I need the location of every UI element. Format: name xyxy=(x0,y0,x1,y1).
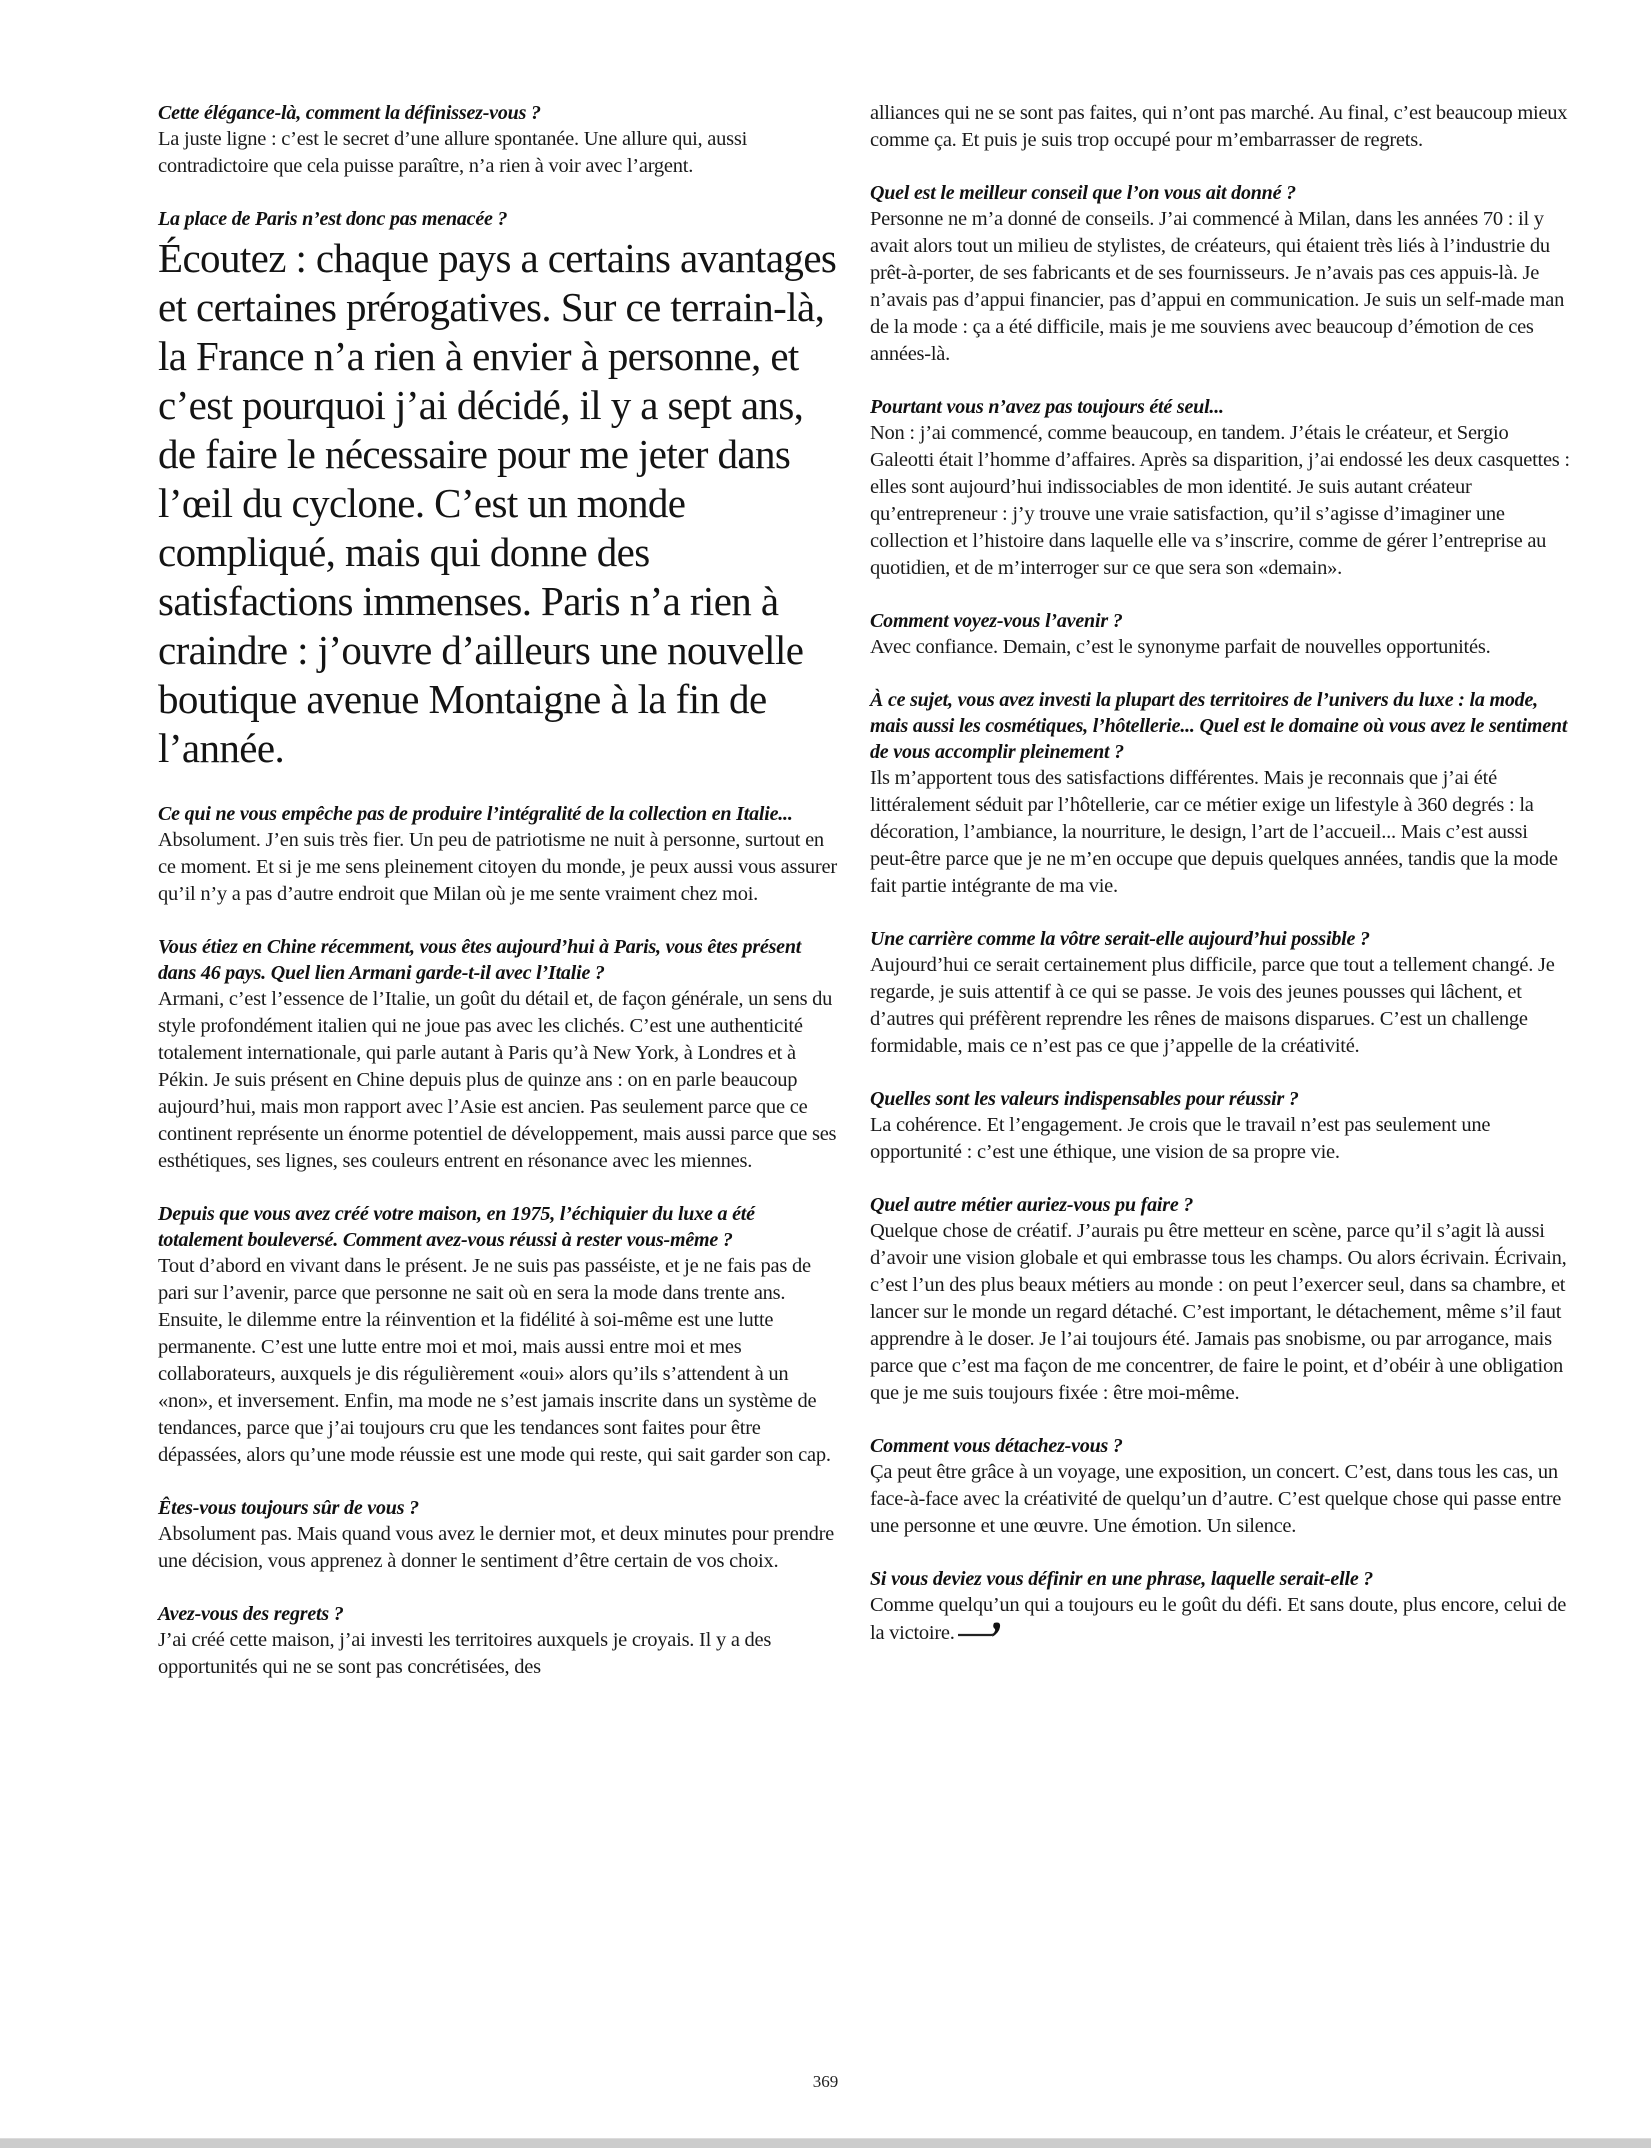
qa-continuation xyxy=(870,100,1570,154)
question: Cette élégance-là, comment la définissez-vous ? xyxy=(158,102,541,124)
question: Si vous deviez vous définir en une phrase, laquelle serait-elle ? xyxy=(870,1568,1374,1590)
answer: La juste ligne : c’est le secret d’une allure spontanée. Une allure qui, aussi contradictoire que cela puisse paraître, n’a rien à voir avec l’argent. xyxy=(158,128,748,177)
question: Quel est le meilleur conseil que l’on vous ait donné ? xyxy=(870,182,1296,204)
question: Vous étiez en Chine récemment, vous êtes aujourd’hui à Paris, vous êtes présent dans 46 pays. Quel lien Armani garde-t-il avec l’Italie ? xyxy=(158,936,802,984)
qa-block xyxy=(158,934,838,1175)
qa-block xyxy=(870,1086,1570,1166)
answer: Aujourd’hui ce serait certainement plus difficile, parce que tout a tellement changé. Je regarde, je suis attentif à ce qui se passe. Je vois des jeunes pousses qui lâchent, et d’autres qui préfèrent reprendre les rênes de maisons disparues. C’est un challenge formidable, mais ce n’est pas ce que j’appelle de la créativité. xyxy=(870,954,1555,1057)
answer: La cohérence. Et l’engagement. Je crois que le travail n’est pas seulement une opportunité : c’est une éthique, une vision de sa propre vie. xyxy=(870,1114,1491,1163)
answer: Armani, c’est l’essence de l’Italie, un goût du détail et, de façon générale, un sens du style profondément italien qui ne joue pas avec les clichés. C’est une authenticité totalement internationale, qui parle autant à Paris qu’à New York, à Londres et à Pékin. Je suis présent en Chine depuis plus de quinze ans : on en parle beaucoup aujourd’hui, mais mon rapport avec l’Asie est ancien. Pas seulement parce que ce continent représente un énorme potentiel de développement, mais aussi parce que ses esthétiques, ses lignes, ses couleurs entrent en résonance avec les miennes. xyxy=(158,988,837,1172)
qa-block xyxy=(870,608,1570,661)
qa-block xyxy=(158,206,838,773)
answer: Quelque chose de créatif. J’aurais pu être metteur en scène, parce qu’il s’agit là aussi d’avoir une vision globale et qui embrasse tous les champs. Ou alors écrivain. Écrivain, c’est l’un des plus beaux métiers au monde : on peut l’exercer seul, dans sa chambre, et lancer sur le monde un regard détaché. C’est important, le détachement, même s’il faut apprendre à le doser. Je l’ai toujours été. Jamais pas snobisme, ou par arrogance, mais parce que c’est ma façon de me concentrer, de faire le point, et d’obéir à une obligation que je me suis toujours fixée : être moi-même. xyxy=(870,1220,1567,1404)
qa-block xyxy=(870,1192,1570,1407)
end-of-article-mark-icon xyxy=(957,1619,1003,1647)
pull-quote-answer: Écoutez : chaque pays a certains avantages et certaines prérogatives. Sur ce terrain-là, la France n’a rien à envier à personne, et c’est pourquoi j’ai décidé, il y a sept ans, de faire le nécessaire pour me jeter dans l’œil du cyclone. C’est un monde compliqué, mais qui donne des satisfactions immenses. Paris n’a rien à craindre : j’ouvre d’ailleurs une nouvelle boutique avenue Montaigne à la fin de l’année. xyxy=(158,235,837,771)
qa-block xyxy=(158,100,838,180)
qa-block xyxy=(870,394,1570,582)
qa-block xyxy=(870,1566,1570,1647)
qa-block xyxy=(158,1601,838,1681)
answer: Ils m’apportent tous des satisfactions différentes. Mais je reconnais que j’ai été littéralement séduit par l’hôtellerie, car ce métier exige un lifestyle à 360 degrés : la décoration, l’ambiance, la nourriture, le design, l’art de l’accueil... Mais c’est aussi peut-être parce que je ne m’en occupe que depuis quelques années, tandis que la mode fait partie intégrante de ma vie. xyxy=(870,767,1558,897)
question: Une carrière comme la vôtre serait-elle aujourd’hui possible ? xyxy=(870,928,1370,950)
answer: Avec confiance. Demain, c’est le synonyme parfait de nouvelles opportunités. xyxy=(870,636,1491,658)
question: Depuis que vous avez créé votre maison, en 1975, l’échiquier du luxe a été totalement bouleversé. Comment avez-vous réussi à rester vous-même ? xyxy=(158,1203,755,1251)
qa-block xyxy=(870,180,1570,368)
answer: Absolument. J’en suis très fier. Un peu de patriotisme ne nuit à personne, surtout en ce moment. Et si je me sens pleinement citoyen du monde, je peux aussi vous assurer qu’il n’y a pas d’autre endroit que Milan où je me sente vraiment chez moi. xyxy=(158,829,837,905)
answer-continuation: alliances qui ne se sont pas faites, qui n’ont pas marché. Au final, c’est beaucoup mieux comme ça. Et puis je suis trop occupé pour m’embarrasser de regrets. xyxy=(870,102,1568,151)
answer: J’ai créé cette maison, j’ai investi les territoires auxquels je croyais. Il y a des opportunités qui ne se sont pas concrétisées, des xyxy=(158,1629,772,1678)
answer: Personne ne m’a donné de conseils. J’ai commencé à Milan, dans les années 70 : il y avait alors tout un milieu de stylistes, de créateurs, qui étaient très liés à l’industrie du prêt-à-porter, de ses fabricants et de ses fournisseurs. Je n’avais pas ces appuis-là. Je n’avais pas d’appui financier, pas d’appui en communication. Je suis un self-made man de la mode : ça a été difficile, mais je me souviens avec beaucoup d’émotion de ces années-là. xyxy=(870,208,1565,365)
question: Comment vous détachez-vous ? xyxy=(870,1435,1123,1457)
answer-final xyxy=(870,1592,1570,1647)
question: Quelles sont les valeurs indispensables pour réussir ? xyxy=(870,1088,1299,1110)
qa-block xyxy=(870,687,1570,900)
qa-block xyxy=(870,926,1570,1060)
question: Avez-vous des regrets ? xyxy=(158,1603,344,1625)
answer-text: Comme quelqu’un qui a toujours eu le goût du défi. Et sans doute, plus encore, celui de la victoire. xyxy=(870,1594,1567,1644)
question: Comment voyez-vous l’avenir ? xyxy=(870,610,1123,632)
question: À ce sujet, vous avez investi la plupart des territoires de l’univers du luxe : la mode, mais aussi les cosmétiques, l’hôtellerie... Quel est le domaine où vous avez le sentiment de vous accomplir pleinement ? xyxy=(870,689,1568,763)
answer: Non : j’ai commencé, comme beaucoup, en tandem. J’étais le créateur, et Sergio Galeotti était l’homme d’affaires. Après sa disparition, j’ai endossé les deux casquettes : elles sont aujourd’hui indissociables de mon identité. Je suis autant créateur qu’entrepreneur : j’y trouve une vraie satisfaction, qu’il s’agisse d’imaginer une collection et l’histoire dans laquelle elle va s’inscrire, comme de gérer l’entreprise au quotidien, et de m’interroger sur ce que sera son «demain». xyxy=(870,422,1570,579)
question: Quel autre métier auriez-vous pu faire ? xyxy=(870,1194,1194,1216)
answer: Tout d’abord en vivant dans le présent. Je ne suis pas passéiste, et je ne fais pas de pari sur l’avenir, parce que personne ne sait où en sera la mode dans trente ans. Ensuite, le dilemme entre la réinvention et la fidélité à soi-même est une lutte permanente. C’est une lutte entre moi et moi, mais aussi entre moi et mes collaborateurs, auxquels je dis régulièrement «oui» alors qu’ils s’attendent à un «non», et inversement. Enfin, ma mode ne s’est jamais inscrite dans un système de tendances, parce que j’ai toujours cru que les tendances sont faites pour être dépassées, alors qu’une mode réussie est une mode qui reste, qui sait garder son cap. xyxy=(158,1255,831,1466)
qa-block xyxy=(158,801,838,908)
qa-block xyxy=(158,1201,838,1469)
question: La place de Paris n’est donc pas menacée ? xyxy=(158,208,508,230)
question: Ce qui ne vous empêche pas de produire l’intégralité de la collection en Italie... xyxy=(158,803,793,825)
qa-block xyxy=(870,1433,1570,1540)
right-column xyxy=(870,100,1570,1673)
question: Pourtant vous n’avez pas toujours été seul... xyxy=(870,396,1224,418)
qa-block xyxy=(158,1495,838,1575)
answer: Ça peut être grâce à un voyage, une exposition, un concert. C’est, dans tous les cas, un face-à-face avec la créativité de quelqu’un d’autre. C’est quelque chose qui passe entre une personne et une œuvre. Une émotion. Un silence. xyxy=(870,1461,1562,1537)
question: Êtes-vous toujours sûr de vous ? xyxy=(158,1497,419,1519)
answer: Absolument pas. Mais quand vous avez le dernier mot, et deux minutes pour prendre une décision, vous apprenez à donner le sentiment d’être certain de vos choix. xyxy=(158,1523,835,1572)
page-number: 369 xyxy=(812,2072,839,2091)
left-column xyxy=(158,100,838,1707)
